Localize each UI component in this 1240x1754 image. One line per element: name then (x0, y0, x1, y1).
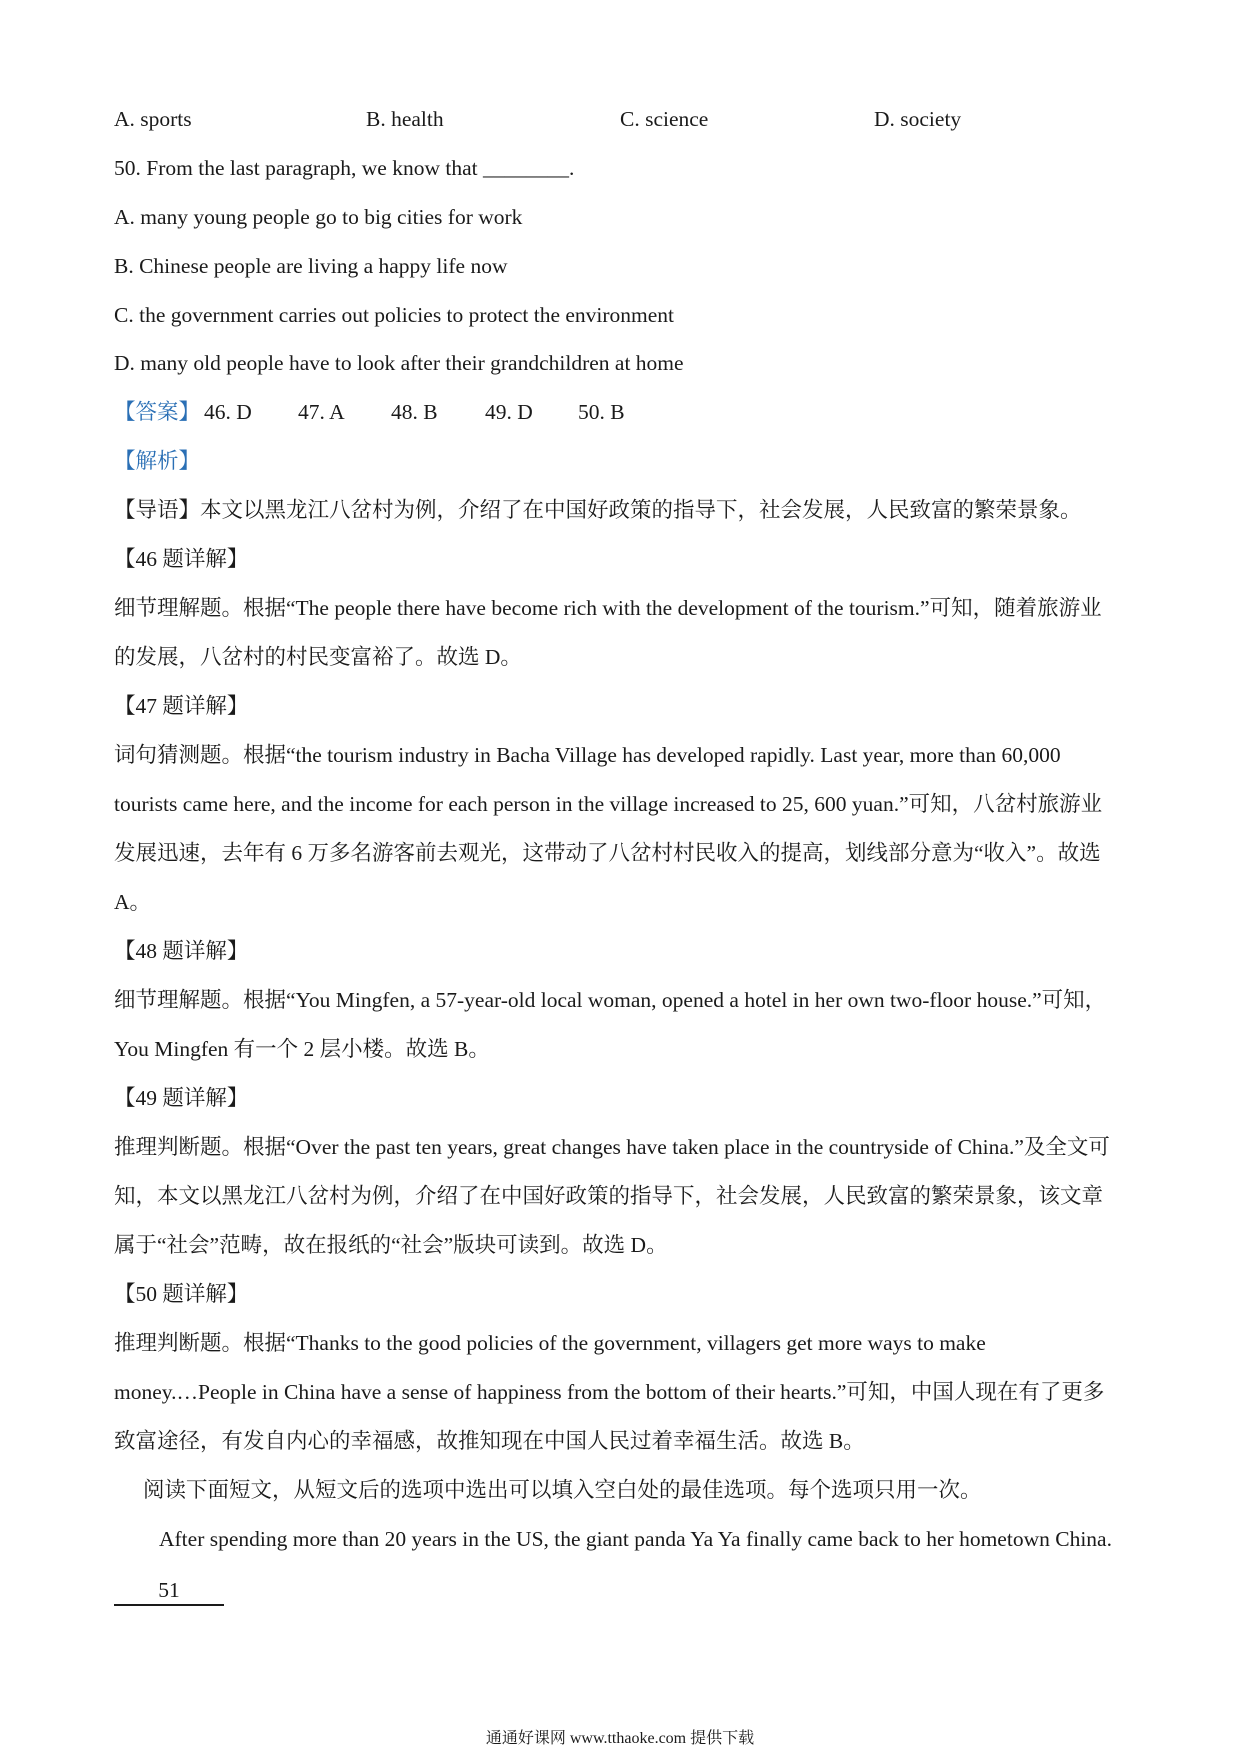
answer-item: 48. B (391, 400, 438, 424)
detail-49-line: 知，本文以黑龙江八岔村为例，介绍了在中国好政策的指导下，社会发展，人民致富的繁荣景象，该文章 (114, 1184, 1104, 1208)
detail-heading-48: 【48 题详解】 (114, 939, 249, 963)
detail-47-line: 词句猜测题。根据“the tourism industry in Bacha Village has developed rapidly. Last year, more than 60,000 (114, 743, 1061, 767)
passage-first-line: After spending more than 20 years in the US, the giant panda Ya Ya finally came back to her hometown China. (159, 1527, 1112, 1551)
q50-option-c: C. the government carries out policies to protect the environment (114, 303, 675, 327)
answer-item: 49. D (485, 400, 533, 424)
analysis-label: 【解析】 (114, 449, 201, 473)
detail-50-line: 推理判断题。根据“Thanks to the good policies of the government, villagers get more ways to make (114, 1331, 986, 1355)
detail-46-line: 的发展，八岔村的村民变富裕了。故选 D。 (114, 645, 522, 669)
detail-47-line: A。 (114, 890, 152, 914)
answer-blank-51 (114, 1576, 224, 1606)
detail-heading-47: 【47 题详解】 (114, 694, 249, 718)
detail-47-line: 发展迅速，去年有 6 万多名游客前去观光，这带动了八岔村村民收入的提高，划线部分意为“收入”。故选 (114, 841, 1101, 865)
answer-item: 46. D (204, 400, 252, 424)
answer-item: 47. A (298, 400, 345, 424)
detail-49-line: 属于“社会”范畴，故在报纸的“社会”版块可读到。故选 D。 (114, 1233, 668, 1257)
detail-50-line: money.…People in China have a sense of happiness from the bottom of their hearts.”可知，中国人现在有了更多 (114, 1380, 1105, 1404)
detail-48-line: You Mingfen 有一个 2 层小楼。故选 B。 (114, 1037, 490, 1061)
blank-number: 51 (158, 1578, 180, 1602)
detail-48-line: 细节理解题。根据“You Mingfen, a 57-year-old local woman, opened a hotel in her own two-floor house.”可知， (114, 988, 1107, 1012)
detail-49-line: 推理判断题。根据“Over the past ten years, great changes have taken place in the countryside of China.”及全文可 (114, 1135, 1110, 1159)
q49-option-c: C. science (620, 107, 709, 131)
detail-heading-49: 【49 题详解】 (114, 1086, 249, 1110)
q50-stem: 50. From the last paragraph, we know that ________. (114, 156, 575, 180)
answer-item: 50. B (578, 400, 625, 424)
q49-option-a: A. sports (114, 107, 192, 131)
answer-row (114, 397, 1130, 427)
intro-text: 【导语】本文以黑龙江八岔村为例，介绍了在中国好政策的指导下，社会发展，人民致富的繁荣景象。 (114, 498, 1082, 522)
q49-option-d: D. society (874, 107, 962, 131)
detail-heading-50: 【50 题详解】 (114, 1282, 249, 1306)
q49-option-b: B. health (366, 107, 444, 131)
page-footer: 通通好课网 www.tthaoke.com 提供下载 (485, 1730, 755, 1747)
answer-label: 【答案】 (114, 400, 201, 424)
detail-50-line: 致富途径，有发自内心的幸福感，故推知现在中国人民过着幸福生活。故选 B。 (114, 1429, 865, 1453)
q50-option-d: D. many old people have to look after their grandchildren at home (114, 351, 684, 375)
detail-47-line: tourists came here, and the income for each person in the village increased to 25, 600 yuan.”可知，八岔村旅游业 (114, 792, 1103, 816)
detail-46-line: 细节理解题。根据“The people there have become rich with the development of the tourism.”可知，随着旅游业 (114, 596, 1102, 620)
q50-option-a: A. many young people go to big cities for work (114, 205, 523, 229)
q50-option-b: B. Chinese people are living a happy life now (114, 254, 508, 278)
reading-instruction: 阅读下面短文，从短文后的选项中选出可以填入空白处的最佳选项。每个选项只用一次。 (143, 1478, 982, 1502)
detail-heading-46: 【46 题详解】 (114, 547, 249, 571)
